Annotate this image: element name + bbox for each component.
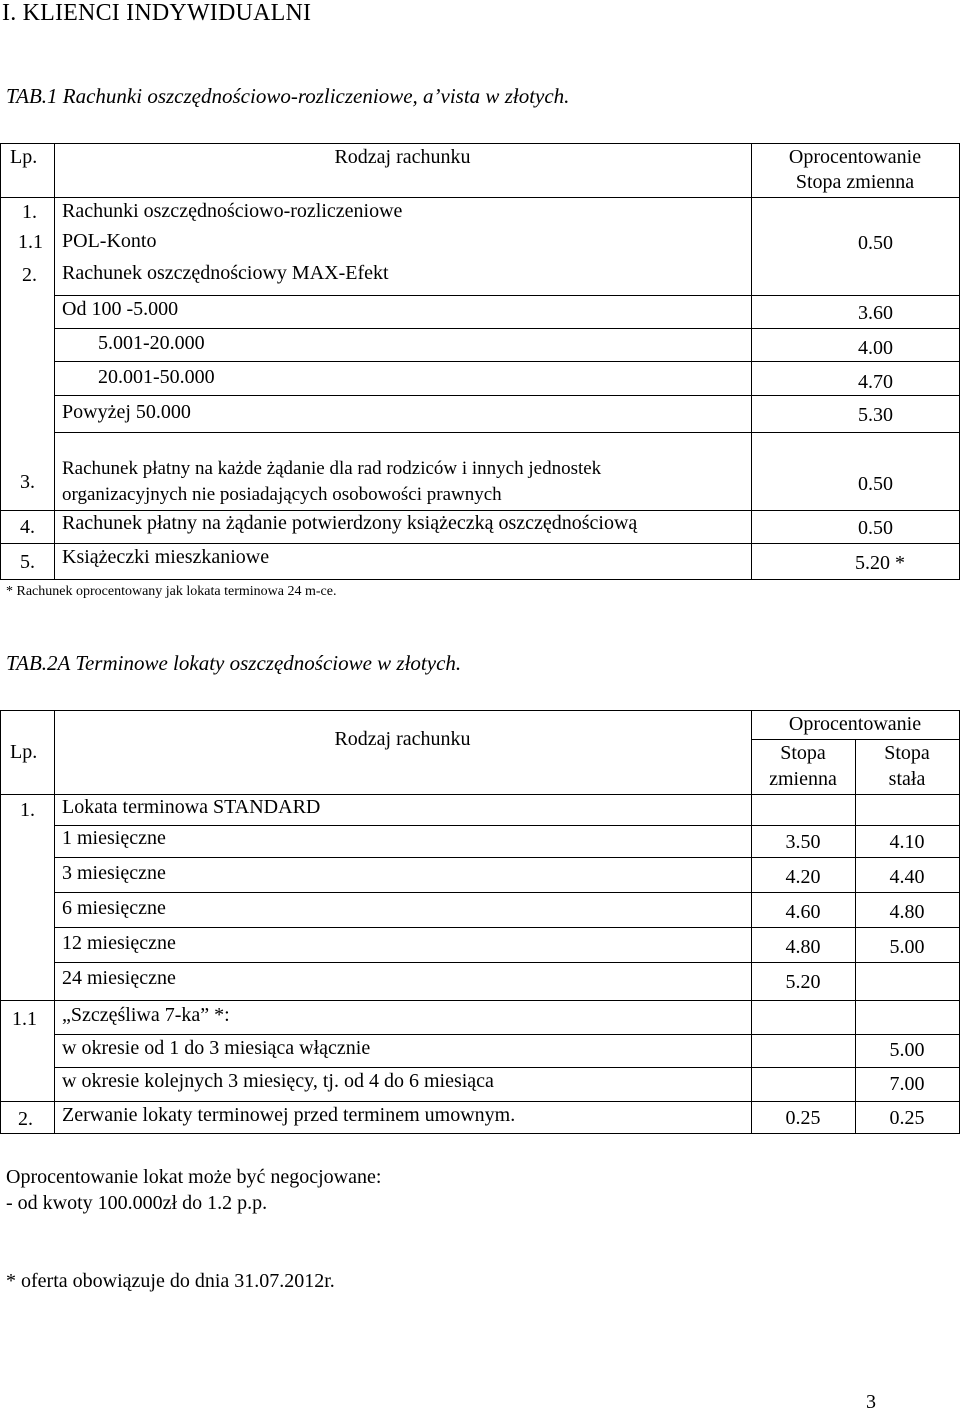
tab2-header-lp: Lp. [10, 741, 38, 763]
tab1-row2-name: POL-Konto [62, 230, 157, 252]
tab2-row10-lp: 2. [18, 1108, 33, 1130]
tab1-caption: TAB.1 Rachunki oszczędnościowo-rozliczeniowe, a’vista w złotych. [6, 84, 570, 108]
tab2-row3-name: 3 miesięczne [62, 862, 166, 884]
tab1-row10-lp: 5. [20, 551, 35, 573]
tab2-row4-zm: 4.60 [785, 901, 821, 923]
tab1-row6-rate: 4.70 [858, 371, 893, 393]
tab2-row4-st: 4.80 [889, 901, 925, 923]
tab1-header-stopa: Stopa zmienna [795, 171, 915, 193]
tab1-row1-name: Rachunki oszczędnościowo-rozliczeniowe [62, 200, 403, 222]
tab2-row7-lp: 1.1 [12, 1008, 37, 1030]
tab1-row8-lp: 3. [20, 471, 35, 493]
tab1-row6-name: 20.001-50.000 [98, 366, 215, 388]
tab1-footnote: * Rachunek oprocentowany jak lokata terminowa 24 m-ce. [6, 584, 337, 599]
negotiation-threshold: - od kwoty 100.000zł do 1.2 p.p. [6, 1192, 268, 1214]
tab1-header-rodzaj: Rodzaj rachunku [334, 146, 471, 168]
tab1-row3-name: Rachunek oszczędnościowy MAX-Efekt [62, 262, 389, 284]
tab2-row10-st: 0.25 [889, 1107, 925, 1129]
tab1-row2-lp: 1.1 [18, 231, 43, 253]
tab2-row3-st: 4.40 [889, 866, 925, 888]
tab2-row9-name: w okresie kolejnych 3 miesięcy, tj. od 4 do 6 miesiąca [62, 1070, 494, 1092]
tab2-row2-name: 1 miesięczne [62, 827, 166, 849]
tab2-row6-zm: 5.20 [785, 971, 821, 993]
tab1-row10-rate: 5.20 * [855, 552, 905, 574]
page-heading: I. KLIENCI INDYWIDUALNI [2, 0, 312, 26]
tab1-row5-name: 5.001-20.000 [98, 332, 205, 354]
tab1-row7-name: Powyżej 50.000 [62, 401, 191, 423]
tab2-row6-name: 24 miesięczne [62, 967, 176, 989]
tab2-row10-zm: 0.25 [785, 1107, 821, 1129]
negotiation-note: Oprocentowanie lokat może być negocjowane: [6, 1166, 382, 1188]
tab1-row4-name: Od 100 -5.000 [62, 298, 179, 320]
tab1-row2-rate: 0.50 [858, 232, 893, 254]
tab2-row2-zm: 3.50 [785, 831, 821, 853]
tab2-header-stopa-st: Stopa [884, 742, 930, 764]
tab2-row5-st: 5.00 [889, 936, 925, 958]
tab2-row8-st: 5.00 [889, 1039, 925, 1061]
tab2-row1-name: Lokata terminowa STANDARD [62, 796, 321, 818]
tab2-header-zmienna: zmienna [769, 768, 837, 790]
tab2-row7-name: „Szczęśliwa 7-ka” *: [62, 1004, 230, 1026]
page-number: 3 [866, 1391, 876, 1413]
tab2-row8-name: w okresie od 1 do 3 miesiąca włącznie [62, 1037, 371, 1059]
tab2-header-rodzaj: Rodzaj rachunku [334, 728, 471, 750]
tab2-row9-st: 7.00 [889, 1073, 925, 1095]
tab1-row5-rate: 4.00 [858, 337, 893, 359]
tab2-row2-st: 4.10 [889, 831, 925, 853]
tab1-row4-rate: 3.60 [858, 302, 893, 324]
tab1-row9-name: Rachunek płatny na żądanie potwierdzony książeczką oszczędnościową [62, 512, 638, 534]
tab1-row7-rate: 5.30 [858, 404, 893, 426]
tab1-row9-lp: 4. [20, 516, 35, 538]
tab1-row8-name2: organizacyjnych nie posiadających osobowości prawnych [62, 484, 502, 505]
tab2-header-stala: stała [888, 768, 926, 790]
tab1-row10-name: Książeczki mieszkaniowe [62, 546, 270, 568]
tab1-row1-lp: 1. [22, 201, 37, 223]
tab1-header-oprocentowanie: Oprocentowanie [788, 146, 922, 168]
tab1-header-lp: Lp. [10, 146, 38, 168]
tab1-row9-rate: 0.50 [858, 517, 893, 539]
tab1-row8-rate: 0.50 [858, 473, 893, 495]
tab2-row4-name: 6 miesięczne [62, 897, 166, 919]
tab1-row3-lp: 2. [22, 264, 37, 286]
tab2-header-stopa-zm: Stopa [780, 742, 826, 764]
tab2-row3-zm: 4.20 [785, 866, 821, 888]
tab2-header-oprocentowanie: Oprocentowanie [788, 713, 922, 735]
tab2-row5-name: 12 miesięczne [62, 932, 176, 954]
tab2-row1-lp: 1. [20, 799, 35, 821]
tab2-row5-zm: 4.80 [785, 936, 821, 958]
tab1-row8-name: Rachunek płatny na każde żądanie dla rad rodziców i innych jednostek [62, 458, 602, 479]
tab2-row10-name: Zerwanie lokaty terminowej przed terminem umownym. [62, 1104, 516, 1126]
tab2-caption: TAB.2A Terminowe lokaty oszczędnościowe w złotych. [6, 651, 462, 675]
offer-validity: * oferta obowiązuje do dnia 31.07.2012r. [6, 1270, 335, 1292]
